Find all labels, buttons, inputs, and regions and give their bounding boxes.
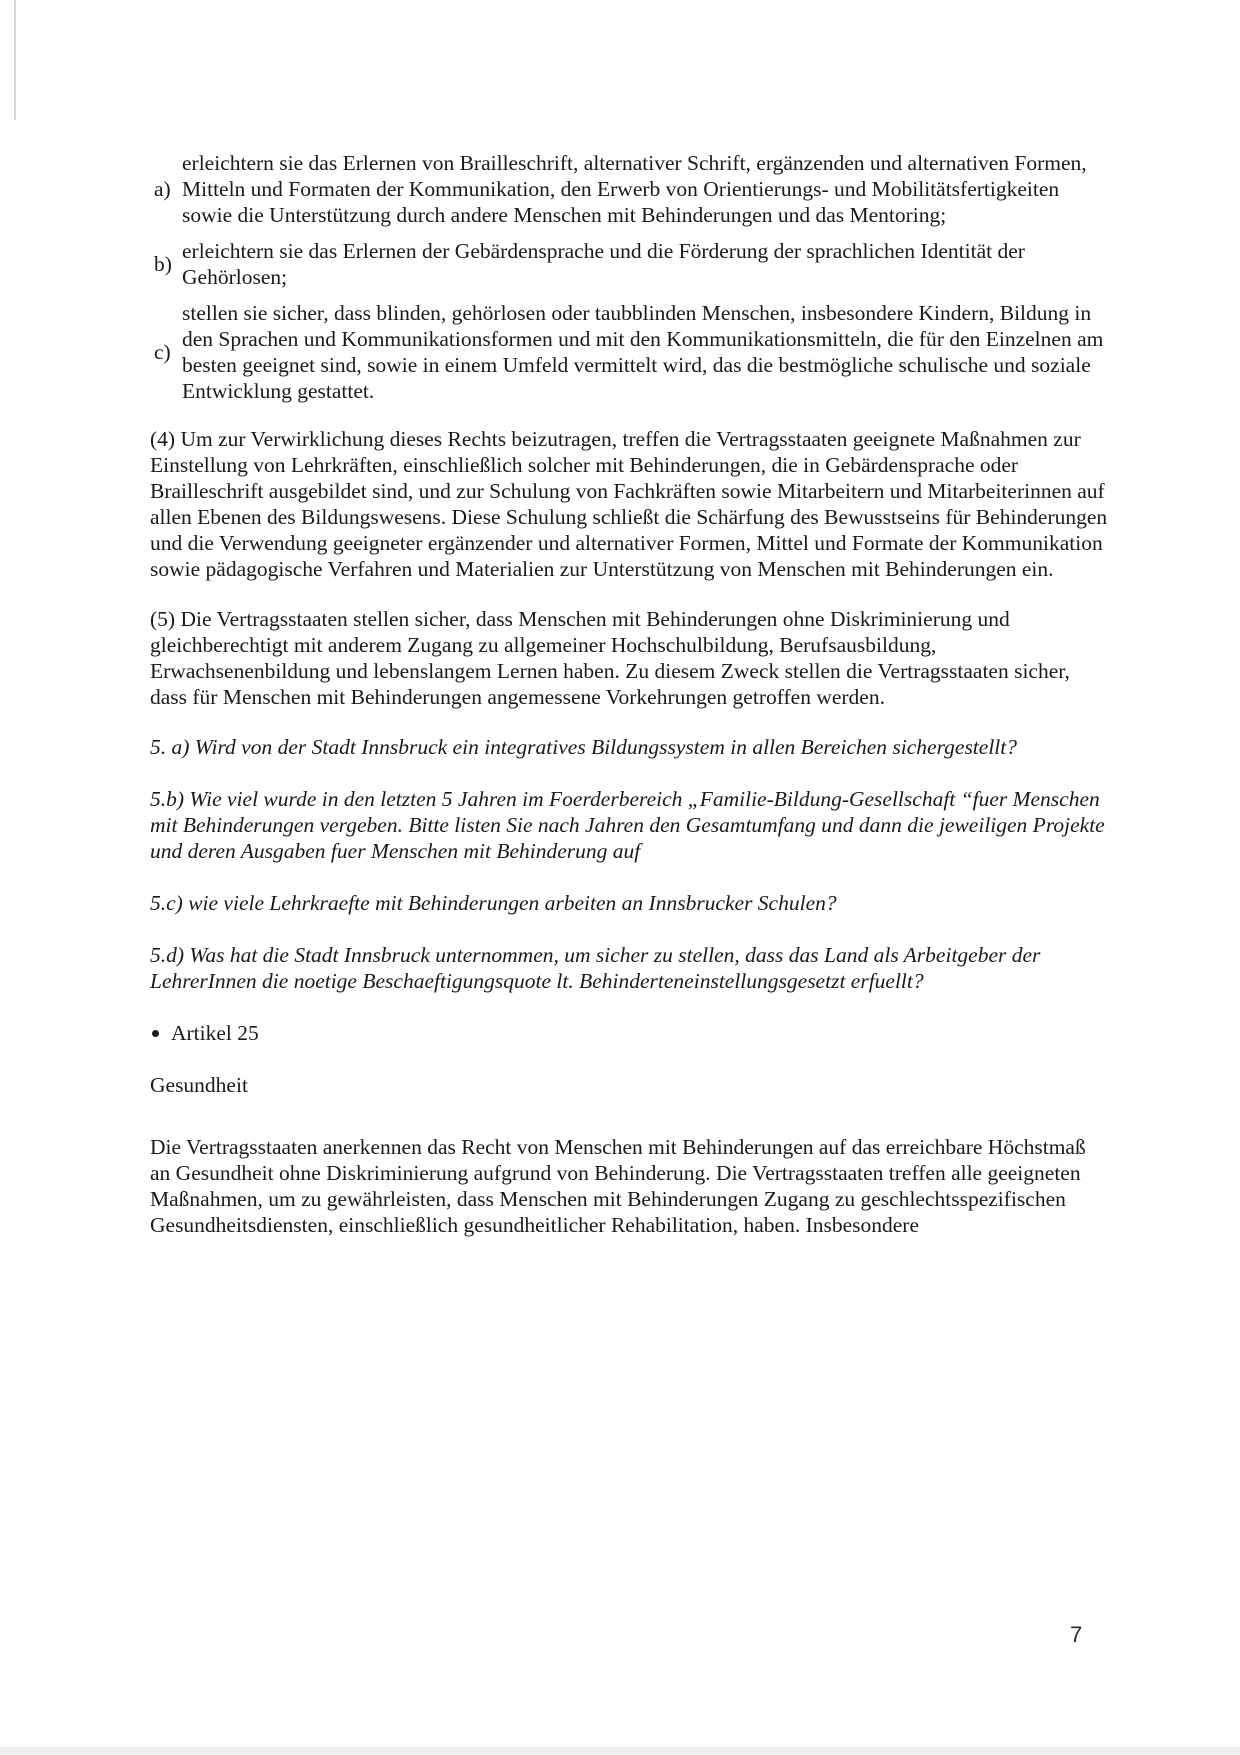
- list-item-a: [150, 150, 1110, 228]
- scan-edge-left: [14, 0, 16, 120]
- question-5d: 5.d) Was hat die Stadt Innsbruck unternommen, um sicher zu stellen, dass das Land als Arbeitgeber der LehrerInnen die noetige Beschaeftigungsquote lt. Behinderteneinstellungsgesetzt erfuellt?: [150, 943, 1041, 993]
- list-item-b: [150, 238, 1110, 290]
- bullet-icon: [152, 1030, 159, 1037]
- list-text: erleichtern sie das Erlernen von Brailleschrift, alternativer Schrift, ergänzenden und alternativen Formen, Mitteln und Formaten der Kommunikation, den Erwerb von Orientierungs- und Mobilitätsfertigkeiten sowie die Unterstützung durch andere Menschen mit Behinderungen und das Mentoring;: [182, 151, 1087, 227]
- list-text: erleichtern sie das Erlernen der Gebärdensprache und die Förderung der sprachlichen Identität der Gehörlosen;: [182, 239, 1025, 289]
- list-marker: c): [154, 340, 171, 364]
- question-5a: 5. a) Wird von der Stadt Innsbruck ein integratives Bildungssystem in allen Bereichen sichergestellt?: [150, 735, 1017, 759]
- scan-edge-bottom: [0, 1747, 1240, 1755]
- list-text: stellen sie sicher, dass blinden, gehörlosen oder taubblinden Menschen, insbesondere Kindern, Bildung in den Sprachen und Kommunikationsformen und mit den Kommunikationsmitteln, die für den Einzelnen am besten geeignet sind, sowie in einem Umfeld vermittelt wird, das die bestmögliche schulische und soziale Entwicklung gestattet.: [182, 301, 1104, 403]
- paragraph-5: (5) Die Vertragsstaaten stellen sicher, dass Menschen mit Behinderungen ohne Diskriminierung und gleichberechtigt mit anderem Zugang zu allgemeiner Hochschulbildung, Berufsausbildung, Erwachsenenbildung und lebenslangem Lernen haben. Zu diesem Zweck stellen die Vertragsstaaten sicher, dass für Menschen mit Behinderungen angemessene Vorkehrungen getroffen werden.: [150, 607, 1070, 709]
- article-heading: Gesundheit: [150, 1073, 248, 1097]
- article-label-row: [150, 1020, 1110, 1046]
- question-5b: 5.b) Wie viel wurde in den letzten 5 Jahren im Foerderbereich „Familie-Bildung-Gesellschaft “fuer Menschen mit Behinderungen vergeben. Bitte listen Sie nach Jahren den Gesamtumfang und dann die jeweiligen Projekte und deren Ausgaben fuer Menschen mit Behinderung auf: [150, 787, 1105, 863]
- article-text: Die Vertragsstaaten anerkennen das Recht von Menschen mit Behinderungen auf das erreichbare Höchstmaß an Gesundheit ohne Diskriminierung aufgrund von Behinderung. Die Vertragsstaaten treffen alle geeigneten Maßnahmen, um zu gewährleisten, dass Menschen mit Behinderungen Zugang zu geschlechtsspezifischen Gesundheitsdiensten, einschließlich gesundheitlicher Rehabilitation, haben. Insbesondere: [150, 1135, 1086, 1237]
- paragraph-4: (4) Um zur Verwirklichung dieses Rechts beizutragen, treffen die Vertragsstaaten geeignete Maßnahmen zur Einstellung von Lehrkräften, einschließlich solcher mit Behinderungen, die in Gebärdensprache oder Brailleschrift ausgebildet sind, und zur Schulung von Fachkräften sowie Mitarbeitern und Mitarbeiterinnen auf allen Ebenen des Bildungswesens. Diese Schulung schließt die Schärfung des Bewusstseins für Behinderungen und die Verwendung geeigneter ergänzender und alternativer Formen, Mittel und Formate der Kommunikation sowie pädagogische Verfahren und Materialien zur Unterstützung von Menschen mit Behinderungen ein.: [150, 427, 1108, 581]
- list-marker: b): [154, 252, 172, 276]
- question-5c: 5.c) wie viele Lehrkraefte mit Behinderungen arbeiten an Innsbrucker Schulen?: [150, 891, 837, 915]
- list-marker: a): [154, 177, 171, 201]
- page-content: [150, 150, 1110, 1262]
- page-number: 7: [1070, 1622, 1083, 1647]
- list-item-c: [150, 300, 1110, 404]
- article-label: Artikel 25: [171, 1021, 259, 1045]
